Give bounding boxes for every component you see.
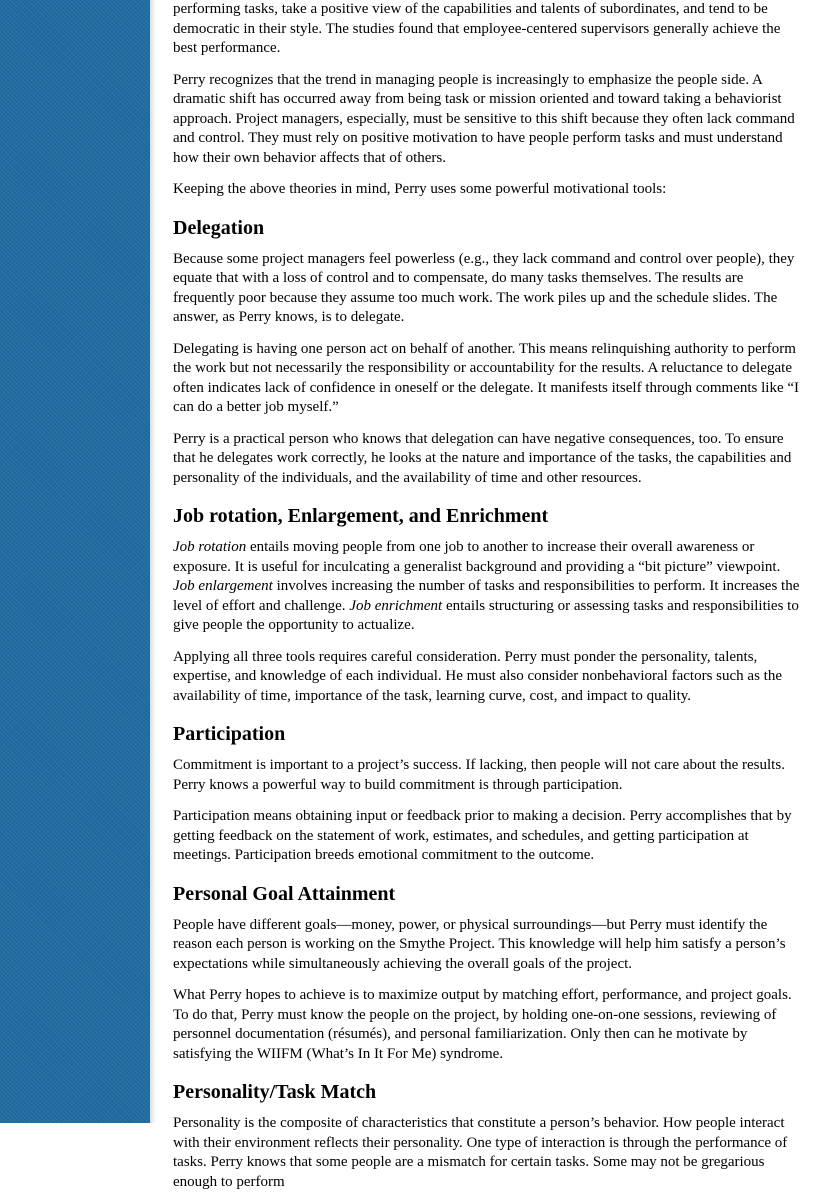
paragraph: Because some project managers feel powerless (e.g., they lack command and control over people), they equate that with a loss of control and to compensate, do many tasks themselves. The results are frequently poor because they assume too much work. The work piles up and the schedule slides. The answer, as Perry knows, is to delegate. — [173, 250, 795, 325]
term-job-rotation: Job rotation — [173, 539, 247, 555]
document-body — [173, 0, 801, 1204]
paragraph: Perry is a practical person who knows that delegation can have negative consequences, too. To ensure that he delegates work correctly, he looks at the nature and importance of the tasks, the capabilities and personality of the individuals, and the availability of time and other resources. — [173, 430, 792, 486]
heading-personality-task: Personality/Task Match — [173, 1081, 377, 1103]
term-job-enrichment: Job enrichment — [349, 597, 443, 614]
paragraph: Personality is the composite of characteristics that constitute a person’s behavior. How people interact with their environment reflects their personality. One type of interaction is through the performance of tasks. Perry knows that some people are a mismatch for certain tasks. Some may not be gregarious enough to perform — [173, 1115, 788, 1190]
paragraph: Keeping the above theories in mind, Perry uses some powerful motivational tools: — [173, 181, 667, 197]
sidebar-edge — [150, 0, 156, 1123]
heading-participation: Participation — [173, 723, 286, 745]
paragraph: People have different goals—money, power, or physical surroundings—but Perry must identify the reason each person is working on the Smythe Project. This knowledge will help him satisfy a person’s expectations while simultaneously achieving the overall goals of the project. — [173, 916, 786, 972]
paragraph: Perry recognizes that the trend in managing people is increasingly to emphasize the people side. A dramatic shift has occurred away from being task or mission oriented and toward taking a behaviorist approach. Project managers, especially, must be sensitive to this shift because they often lack command and control. They must rely on positive motivation to have people perform tasks and must understand how their own behavior affects that of others. — [173, 71, 795, 166]
term-job-enlargement: Job enlargement — [173, 578, 273, 594]
sidebar-panel — [0, 0, 150, 1123]
heading-delegation: Delegation — [173, 216, 265, 239]
paragraph: What Perry hopes to achieve is to maximize output by matching effort, performance, and project goals. To do that, Perry must know the people on the project, by holding one-on-one sessions, reviewing of personnel documentation (résumés), and personal familiarization. Only then can he motivate by satisfying the WIIFM (What’s In It For Me) syndrome. — [173, 987, 792, 1062]
paragraph: Commitment is important to a project’s success. If lacking, then people will not care about the results. Perry knows a powerful way to build commitment is through participation. — [173, 757, 785, 793]
paragraph: Applying all three tools requires careful consideration. Perry must ponder the personality, talents, expertise, and knowledge of each individual. He must also consider nonbehavioral factors such as the availability of time, importance of the task, learning curve, cost, and impact to quality. — [173, 648, 782, 704]
paragraph-job-rotation — [173, 538, 801, 636]
text: entails moving people from one job to another to increase their overall awareness or exposure. It is useful for inculcating a generalist background and providing a “bit picture” viewpoint. — [173, 539, 781, 575]
paragraph: Delegating is having one person act on behalf of another. This means relinquishing authority to perform the work but not necessarily the responsibility or accountability for the results. A reluctance to delegate often indicates lack of confidence in oneself or the delegate. It manifests itself through comments like “I can do a better job myself.” — [173, 340, 800, 415]
text: involves increasing the number of tasks and responsibilities to perform. It increases the level of effort and challenge. — [173, 578, 800, 614]
paragraph: Participation means obtaining input or feedback prior to making a decision. Perry accomplishes that by getting feedback on the statement of work, estimates, and schedules, and getting participation at meetings. Participation breeds emotional commitment to the outcome. — [173, 808, 792, 863]
text: entails structuring or assessing tasks and responsibilities to give people the opportunity to actualize. — [173, 597, 799, 633]
heading-personal-goal: Personal Goal Attainment — [173, 882, 396, 905]
paragraph: performing tasks, take a positive view of the capabilities and talents of subordinates, and tend to be democratic in their style. The studies found that employee-centered supervisors generally achieve the best performance. — [173, 1, 781, 56]
heading-job-rotation: Job rotation, Enlargement, and Enrichment — [173, 505, 549, 527]
